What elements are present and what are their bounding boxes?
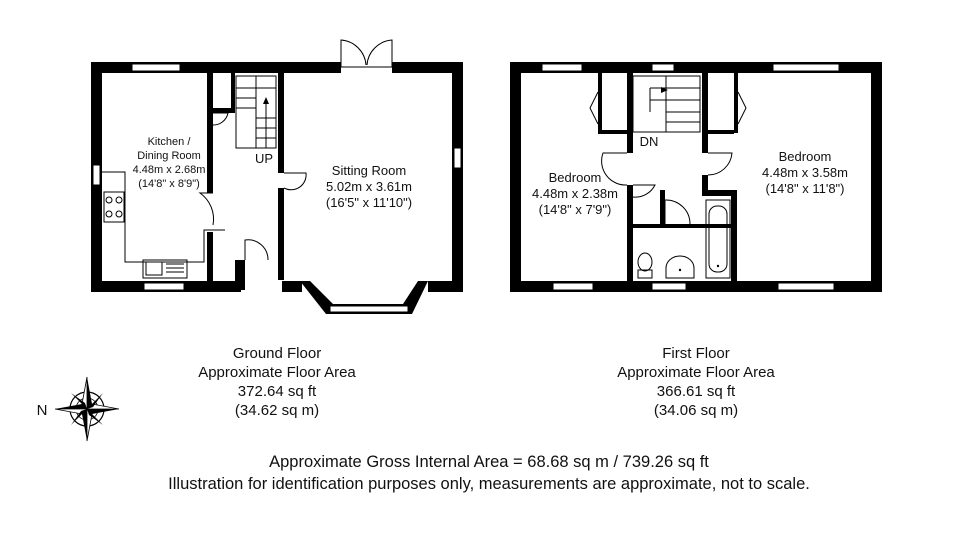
first-stairs (633, 76, 700, 132)
hob-icon (104, 192, 124, 222)
window (93, 165, 100, 185)
kitchen-dim-m: 4.48m x 2.68m (132, 164, 206, 176)
french-doors (341, 40, 392, 67)
compass-rose-icon (55, 377, 119, 441)
sitting-room-dim-ft: (16'5" x 11'10") (325, 195, 413, 210)
window (542, 64, 582, 71)
toilet-icon (638, 253, 652, 271)
bathroom-fixtures (638, 200, 730, 278)
sitting-room-dim-m: 5.02m x 3.61m (326, 179, 412, 194)
bedroom-right-dim-ft: (14'8" x 11'8") (765, 181, 845, 196)
ground-floor-sqft: 372.64 sq ft (237, 383, 317, 400)
door-swings-first (602, 153, 732, 224)
gross-area-text: Approximate Gross Internal Area = 68.68 sq m / 739.26 sq ft (269, 453, 709, 471)
bedroom-left-dim-m: 4.48m x 2.38m (532, 186, 618, 201)
bedroom-right-name: Bedroom (778, 149, 832, 164)
window (144, 283, 184, 290)
ground-stairs (236, 76, 276, 148)
bay-window (300, 281, 428, 314)
basin-icon (666, 256, 694, 278)
window (778, 283, 834, 290)
ground-floor-sqm: (34.62 sq m) (234, 402, 320, 419)
first-stairs-label: DN (639, 134, 659, 149)
kitchen-name-line2: Dining Room (137, 150, 201, 162)
ground-stairs-label: UP (254, 151, 274, 166)
compass-north-label: N (36, 402, 48, 419)
first-floor-sqft: 366.61 sq ft (656, 383, 736, 400)
bedroom-left-name: Bedroom (548, 170, 602, 185)
first-floor-title: First Floor (662, 345, 730, 362)
ground-floor-plan (91, 40, 463, 314)
ground-floor-subtitle: Approximate Floor Area (198, 364, 356, 381)
window (454, 148, 461, 168)
window (553, 283, 593, 290)
kitchen-dim-ft: (14'8" x 8'9") (138, 178, 200, 190)
first-floor-subtitle: Approximate Floor Area (617, 364, 775, 381)
ground-floor-title: Ground Floor (232, 345, 322, 362)
door-swings (200, 113, 306, 260)
sitting-room-name: Sitting Room (331, 163, 407, 178)
first-floor-sqm: (34.06 sq m) (653, 402, 739, 419)
window (773, 64, 839, 71)
bedroom-right-dim-m: 4.48m x 3.58m (762, 165, 848, 180)
disclaimer-text: Illustration for identification purposes only, measurements are approximate, not to scale. (168, 475, 810, 493)
window (652, 283, 686, 290)
kitchen-name-line1: Kitchen / (147, 136, 191, 148)
window (132, 64, 180, 71)
window (652, 64, 674, 71)
bedroom-left-dim-ft: (14'8" x 7'9") (538, 202, 612, 217)
